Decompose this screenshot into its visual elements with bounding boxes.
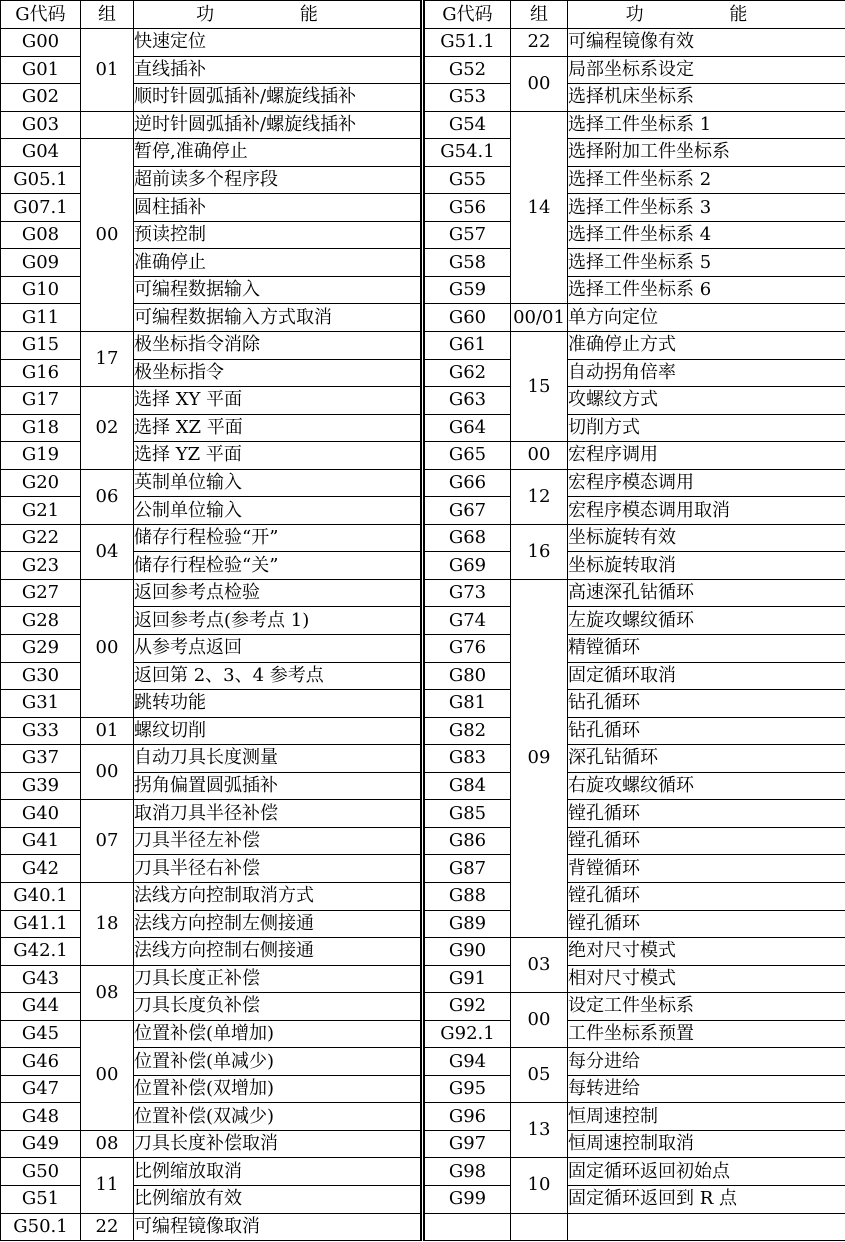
g-code-left: G45 bbox=[1, 1020, 81, 1048]
g-code-right: G55 bbox=[423, 166, 511, 194]
table-row bbox=[1, 139, 845, 167]
group-right: 09 bbox=[511, 579, 568, 937]
g-code-right: G64 bbox=[423, 414, 511, 442]
g-code-left: G07.1 bbox=[1, 194, 81, 222]
group-left: 02 bbox=[81, 387, 134, 470]
group-right: 10 bbox=[511, 1158, 568, 1213]
g-code-right: G87 bbox=[423, 855, 511, 883]
header-function-left: 功 能 bbox=[134, 1, 423, 29]
function-left: 储存行程检验“开” bbox=[134, 524, 423, 552]
function-right: 攻螺纹方式 bbox=[568, 387, 845, 415]
function-right: 右旋攻螺纹循环 bbox=[568, 772, 845, 800]
g-code-left: G48 bbox=[1, 1103, 81, 1131]
function-right: 固定循环返回到 R 点 bbox=[568, 1185, 845, 1213]
table-row bbox=[1, 332, 845, 360]
function-right: 准确停止方式 bbox=[568, 332, 845, 360]
function-right: 选择工件坐标系 6 bbox=[568, 276, 845, 304]
header-group-left: 组 bbox=[81, 1, 134, 29]
function-left: 刀具半径右补偿 bbox=[134, 855, 423, 883]
g-code-left: G43 bbox=[1, 965, 81, 993]
function-left: 法线方向控制取消方式 bbox=[134, 882, 423, 910]
g-code-left: G18 bbox=[1, 414, 81, 442]
function-left: 比例缩放有效 bbox=[134, 1185, 423, 1213]
function-left: 顺时针圆弧插补/螺旋线插补 bbox=[134, 84, 423, 112]
function-left: 暂停,准确停止 bbox=[134, 139, 423, 167]
group-left: 00 bbox=[81, 1020, 134, 1130]
function-right: 精镗循环 bbox=[568, 635, 845, 663]
g-code-right: G81 bbox=[423, 690, 511, 718]
g-code-left: G29 bbox=[1, 635, 81, 663]
g-code-right: G65 bbox=[423, 442, 511, 470]
header-code-right: G代码 bbox=[423, 1, 511, 29]
group-left: 00 bbox=[81, 745, 134, 800]
group-right: 16 bbox=[511, 524, 568, 579]
function-left: 法线方向控制右侧接通 bbox=[134, 938, 423, 966]
function-right: 恒周速控制 bbox=[568, 1103, 845, 1131]
group-left: 08 bbox=[81, 965, 134, 1020]
function-right: 设定工件坐标系 bbox=[568, 993, 845, 1021]
function-right: 深孔钻循环 bbox=[568, 745, 845, 773]
function-right: 恒周速控制取消 bbox=[568, 1130, 845, 1158]
function-left: 位置补偿(单增加) bbox=[134, 1020, 423, 1048]
function-right: 高速深孔钻循环 bbox=[568, 579, 845, 607]
group-left: 17 bbox=[81, 332, 134, 387]
function-right: 镗孔循环 bbox=[568, 827, 845, 855]
function-left: 公制单位输入 bbox=[134, 497, 423, 525]
table-row bbox=[1, 29, 845, 57]
g-code-right: G57 bbox=[423, 221, 511, 249]
group-right: 03 bbox=[511, 938, 568, 993]
function-right: 单方向定位 bbox=[568, 304, 845, 332]
group-right: 15 bbox=[511, 332, 568, 442]
function-left: 位置补偿(双减少) bbox=[134, 1103, 423, 1131]
g-code-right: G95 bbox=[423, 1075, 511, 1103]
function-left: 可编程数据输入方式取消 bbox=[134, 304, 423, 332]
function-right: 局部坐标系设定 bbox=[568, 56, 845, 84]
function-left: 跳转功能 bbox=[134, 690, 423, 718]
g-code-left: G50.1 bbox=[1, 1213, 81, 1241]
group-right: 00 bbox=[511, 442, 568, 470]
g-code-left: G31 bbox=[1, 690, 81, 718]
function-left: 英制单位输入 bbox=[134, 469, 423, 497]
function-left: 快速定位 bbox=[134, 29, 423, 57]
table-row bbox=[1, 111, 845, 139]
function-right: 切削方式 bbox=[568, 414, 845, 442]
g-code-right: G92 bbox=[423, 993, 511, 1021]
function-right: 宏程序模态调用取消 bbox=[568, 497, 845, 525]
g-code-right: G91 bbox=[423, 965, 511, 993]
group-right: 13 bbox=[511, 1103, 568, 1158]
group-right bbox=[511, 1213, 568, 1241]
g-code-left: G00 bbox=[1, 29, 81, 57]
g-code-left: G41 bbox=[1, 827, 81, 855]
g-code-right: G82 bbox=[423, 717, 511, 745]
g-code-right: G85 bbox=[423, 800, 511, 828]
g-code-left: G19 bbox=[1, 442, 81, 470]
g-code-left: G28 bbox=[1, 607, 81, 635]
g-code-right: G96 bbox=[423, 1103, 511, 1131]
function-left: 可编程镜像取消 bbox=[134, 1213, 423, 1241]
function-right: 选择附加工件坐标系 bbox=[568, 139, 845, 167]
function-left: 螺纹切削 bbox=[134, 717, 423, 745]
g-code-right: G69 bbox=[423, 552, 511, 580]
g-code-right: G54 bbox=[423, 111, 511, 139]
function-right: 选择机床坐标系 bbox=[568, 84, 845, 112]
g-code-right: G52 bbox=[423, 56, 511, 84]
function-left: 法线方向控制左侧接通 bbox=[134, 910, 423, 938]
g-code-right: G80 bbox=[423, 662, 511, 690]
g-code-right: G97 bbox=[423, 1130, 511, 1158]
g-code-right: G53 bbox=[423, 84, 511, 112]
function-right: 镗孔循环 bbox=[568, 882, 845, 910]
group-left: 01 bbox=[81, 717, 134, 745]
function-left: 超前读多个程序段 bbox=[134, 166, 423, 194]
table-row bbox=[1, 882, 845, 910]
group-left: 11 bbox=[81, 1158, 134, 1213]
g-code-right: G94 bbox=[423, 1048, 511, 1076]
g-code-right: G62 bbox=[423, 359, 511, 387]
table-row bbox=[1, 469, 845, 497]
function-right: 绝对尺寸模式 bbox=[568, 938, 845, 966]
function-right: 宏程序调用 bbox=[568, 442, 845, 470]
g-code-right: G66 bbox=[423, 469, 511, 497]
group-right: 14 bbox=[511, 111, 568, 304]
function-left: 自动刀具长度测量 bbox=[134, 745, 423, 773]
function-left: 刀具长度补偿取消 bbox=[134, 1130, 423, 1158]
g-code-left: G16 bbox=[1, 359, 81, 387]
function-left: 直线插补 bbox=[134, 56, 423, 84]
function-right: 固定循环取消 bbox=[568, 662, 845, 690]
g-code-left: G40 bbox=[1, 800, 81, 828]
header-function-right: 功 能 bbox=[568, 1, 845, 29]
g-code-right: G84 bbox=[423, 772, 511, 800]
function-left: 储存行程检验“关” bbox=[134, 552, 423, 580]
g-code-left: G01 bbox=[1, 56, 81, 84]
g-code-left: G50 bbox=[1, 1158, 81, 1186]
function-left: 刀具长度负补偿 bbox=[134, 993, 423, 1021]
g-code-right: G89 bbox=[423, 910, 511, 938]
g-code-right: G61 bbox=[423, 332, 511, 360]
g-code-left: G08 bbox=[1, 221, 81, 249]
group-left: 00 bbox=[81, 579, 134, 717]
group-left: 01 bbox=[81, 29, 134, 112]
function-right: 镗孔循环 bbox=[568, 910, 845, 938]
group-right: 00/01 bbox=[511, 304, 568, 332]
function-left: 取消刀具半径补偿 bbox=[134, 800, 423, 828]
function-right: 选择工件坐标系 5 bbox=[568, 249, 845, 277]
function-right: 每转进给 bbox=[568, 1075, 845, 1103]
group-right: 00 bbox=[511, 993, 568, 1048]
g-code-left: G05.1 bbox=[1, 166, 81, 194]
g-code-left: G42.1 bbox=[1, 938, 81, 966]
g-code-left: G42 bbox=[1, 855, 81, 883]
g-code-left: G30 bbox=[1, 662, 81, 690]
table-row bbox=[1, 1158, 845, 1186]
g-code-right: G60 bbox=[423, 304, 511, 332]
table-row bbox=[1, 717, 845, 745]
function-right: 相对尺寸模式 bbox=[568, 965, 845, 993]
g-code-left: G21 bbox=[1, 497, 81, 525]
table-row bbox=[1, 965, 845, 993]
function-left: 极坐标指令 bbox=[134, 359, 423, 387]
g-code-right: G74 bbox=[423, 607, 511, 635]
g-code-left: G15 bbox=[1, 332, 81, 360]
g-code-left: G04 bbox=[1, 139, 81, 167]
group-right: 12 bbox=[511, 469, 568, 524]
function-left: 拐角偏置圆弧插补 bbox=[134, 772, 423, 800]
group-left: 18 bbox=[81, 882, 134, 965]
header-code-left: G代码 bbox=[1, 1, 81, 29]
function-left: 位置补偿(单减少) bbox=[134, 1048, 423, 1076]
function-right: 固定循环返回初始点 bbox=[568, 1158, 845, 1186]
g-code-left: G49 bbox=[1, 1130, 81, 1158]
g-code-right: G63 bbox=[423, 387, 511, 415]
function-left: 返回参考点(参考点 1) bbox=[134, 607, 423, 635]
function-right: 自动拐角倍率 bbox=[568, 359, 845, 387]
function-right: 坐标旋转取消 bbox=[568, 552, 845, 580]
g-code-left: G09 bbox=[1, 249, 81, 277]
g-code-left: G37 bbox=[1, 745, 81, 773]
function-left: 返回参考点检验 bbox=[134, 579, 423, 607]
g-code-left: G02 bbox=[1, 84, 81, 112]
function-left: 准确停止 bbox=[134, 249, 423, 277]
function-left: 刀具半径左补偿 bbox=[134, 827, 423, 855]
function-right: 左旋攻螺纹循环 bbox=[568, 607, 845, 635]
g-code-left: G17 bbox=[1, 387, 81, 415]
function-left: 极坐标指令消除 bbox=[134, 332, 423, 360]
g-code-left: G33 bbox=[1, 717, 81, 745]
g-code-left: G10 bbox=[1, 276, 81, 304]
function-right: 每分进给 bbox=[568, 1048, 845, 1076]
group-right: 22 bbox=[511, 29, 568, 57]
group-left: 06 bbox=[81, 469, 134, 524]
g-code-left: G51 bbox=[1, 1185, 81, 1213]
function-right bbox=[568, 1213, 845, 1241]
table-row bbox=[1, 1213, 845, 1241]
g-code-right: G90 bbox=[423, 938, 511, 966]
g-code-left: G40.1 bbox=[1, 882, 81, 910]
group-right: 00 bbox=[511, 56, 568, 111]
table-row bbox=[1, 1020, 845, 1048]
function-left: 位置补偿(双增加) bbox=[134, 1075, 423, 1103]
function-right: 选择工件坐标系 1 bbox=[568, 111, 845, 139]
g-code-right: G58 bbox=[423, 249, 511, 277]
group-left: 07 bbox=[81, 800, 134, 883]
g-code-left: G46 bbox=[1, 1048, 81, 1076]
g-code-left: G47 bbox=[1, 1075, 81, 1103]
function-right: 选择工件坐标系 2 bbox=[568, 166, 845, 194]
g-code-left: G11 bbox=[1, 304, 81, 332]
g-code-left: G41.1 bbox=[1, 910, 81, 938]
g-code-left: G23 bbox=[1, 552, 81, 580]
function-right: 钻孔循环 bbox=[568, 690, 845, 718]
g-code-right: G88 bbox=[423, 882, 511, 910]
function-right: 宏程序模态调用 bbox=[568, 469, 845, 497]
group-left bbox=[81, 111, 134, 139]
table-row bbox=[1, 579, 845, 607]
g-code-right: G92.1 bbox=[423, 1020, 511, 1048]
function-right: 钻孔循环 bbox=[568, 717, 845, 745]
g-code-right: G99 bbox=[423, 1185, 511, 1213]
function-left: 选择 YZ 平面 bbox=[134, 442, 423, 470]
g-code-right: G51.1 bbox=[423, 29, 511, 57]
function-left: 逆时针圆弧插补/螺旋线插补 bbox=[134, 111, 423, 139]
table-row bbox=[1, 387, 845, 415]
function-left: 比例缩放取消 bbox=[134, 1158, 423, 1186]
group-left: 08 bbox=[81, 1130, 134, 1158]
function-left: 选择 XY 平面 bbox=[134, 387, 423, 415]
function-left: 圆柱插补 bbox=[134, 194, 423, 222]
g-code-left: G20 bbox=[1, 469, 81, 497]
header-row bbox=[1, 1, 845, 29]
table-row bbox=[1, 800, 845, 828]
g-code-left: G27 bbox=[1, 579, 81, 607]
g-code-table-body bbox=[1, 29, 845, 1241]
function-left: 返回第 2、3、4 参考点 bbox=[134, 662, 423, 690]
function-right: 工件坐标系预置 bbox=[568, 1020, 845, 1048]
table-row bbox=[1, 1130, 845, 1158]
function-right: 选择工件坐标系 4 bbox=[568, 221, 845, 249]
table-row bbox=[1, 524, 845, 552]
group-left: 22 bbox=[81, 1213, 134, 1241]
g-code-right: G67 bbox=[423, 497, 511, 525]
function-right: 可编程镜像有效 bbox=[568, 29, 845, 57]
group-left: 04 bbox=[81, 524, 134, 579]
group-right: 05 bbox=[511, 1048, 568, 1103]
function-left: 刀具长度正补偿 bbox=[134, 965, 423, 993]
function-left: 预读控制 bbox=[134, 221, 423, 249]
g-code-left: G03 bbox=[1, 111, 81, 139]
function-left: 从参考点返回 bbox=[134, 635, 423, 663]
g-code-right: G59 bbox=[423, 276, 511, 304]
g-code-left: G22 bbox=[1, 524, 81, 552]
function-right: 坐标旋转有效 bbox=[568, 524, 845, 552]
function-left: 可编程数据输入 bbox=[134, 276, 423, 304]
g-code-right: G83 bbox=[423, 745, 511, 773]
g-code-right: G68 bbox=[423, 524, 511, 552]
g-code-left: G39 bbox=[1, 772, 81, 800]
table-row bbox=[1, 745, 845, 773]
function-left: 选择 XZ 平面 bbox=[134, 414, 423, 442]
header-group-right: 组 bbox=[511, 1, 568, 29]
g-code-left: G44 bbox=[1, 993, 81, 1021]
g-code-right: G76 bbox=[423, 635, 511, 663]
function-right: 镗孔循环 bbox=[568, 800, 845, 828]
function-right: 选择工件坐标系 3 bbox=[568, 194, 845, 222]
g-code-right: G98 bbox=[423, 1158, 511, 1186]
g-code-right: G54.1 bbox=[423, 139, 511, 167]
g-code-right bbox=[423, 1213, 511, 1241]
group-left: 00 bbox=[81, 139, 134, 332]
g-code-right: G73 bbox=[423, 579, 511, 607]
g-code-right: G56 bbox=[423, 194, 511, 222]
function-right: 背镗循环 bbox=[568, 855, 845, 883]
g-code-right: G86 bbox=[423, 827, 511, 855]
